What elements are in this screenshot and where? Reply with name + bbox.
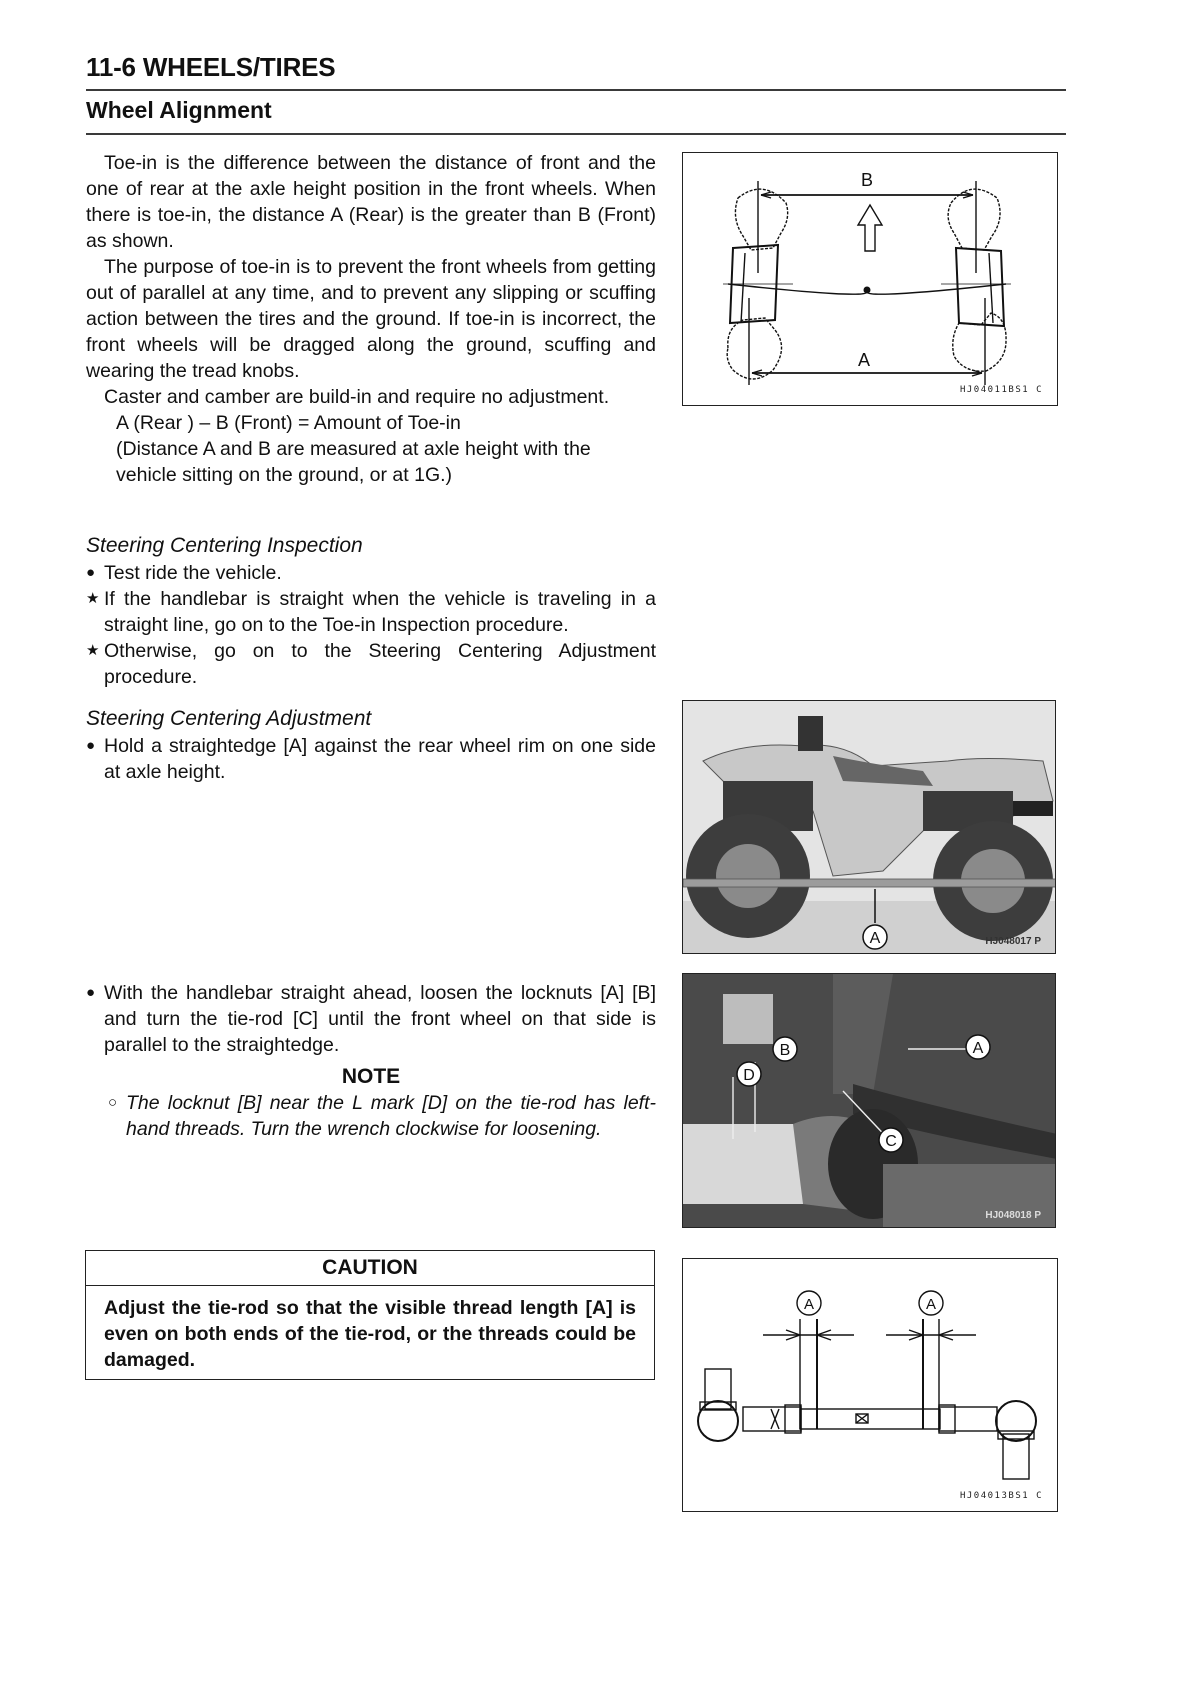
bullet-icon: ● xyxy=(86,984,96,1001)
label-a: A xyxy=(857,350,871,370)
svg-text:B: B xyxy=(779,1042,791,1059)
list-item: ★ Otherwise, go on to the Steering Centering Adjustment procedure. xyxy=(86,640,656,688)
list-item: ● Test ride the vehicle. xyxy=(86,562,282,584)
list-item: ● With the handlebar straight ahead, loosen the locknuts [A] [B] and turn the tie-rod [C] until the front wheel on that side is parallel to the straightedge. xyxy=(86,982,656,1056)
adjustment-title: Steering Centering Adjustment xyxy=(86,707,372,730)
locknut-photo xyxy=(682,973,1056,1228)
toe-in-illustration xyxy=(683,153,1058,406)
straightedge-photo xyxy=(682,700,1056,954)
right-wheel xyxy=(948,189,1006,371)
intro-paragraph: Toe-in is the difference between the distance of front and the one of rear at the axle height position in the front wheels. When there is toe-in, the distance A (Rear) is the greater than B (Front) as shown. xyxy=(86,152,656,252)
caution-heading: CAUTION xyxy=(86,1251,654,1286)
toe-in-formula: A (Rear ) – B (Front) = Amount of Toe-in xyxy=(116,412,461,434)
inspection-title: Steering Centering Inspection xyxy=(86,534,363,557)
note-heading: NOTE xyxy=(341,1065,401,1088)
figure-id: HJ048018 P xyxy=(985,1210,1041,1221)
label-b: B xyxy=(860,170,874,190)
svg-text:C: C xyxy=(885,1133,897,1150)
intro-paragraph: Caster and camber are build-in and require no adjustment. xyxy=(104,386,610,408)
tie-rod-photo-illustration xyxy=(683,974,1056,1228)
tie-rod-bar xyxy=(800,1409,940,1429)
svg-text:A: A xyxy=(803,1296,815,1313)
intro-text xyxy=(86,150,656,488)
list-item: ★ If the handlebar is straight when the vehicle is traveling in a straight line, go on to the Toe-in Inspection procedure. xyxy=(86,588,656,636)
section-title: Wheel Alignment xyxy=(86,97,272,123)
figure-id: HJ04011BS1 C xyxy=(959,385,1043,395)
caution-box xyxy=(85,1250,655,1380)
adjustment-step-2 xyxy=(86,980,656,1142)
note-item: ○ The locknut [B] near the L mark [D] on the tie-rod has left-hand threads. Turn the wrench clockwise for loosening. xyxy=(108,1092,656,1140)
page-header: 11-6 WHEELS/TIRES xyxy=(86,52,336,82)
svg-text:A: A xyxy=(869,930,881,947)
intro-paragraph: The purpose of toe-in is to prevent the front wheels from getting out of parallel at any time, and to prevent any slipping or scuffing action between the tires and the ground. If toe-in is incorrect, the front wheels will be dragged along the ground, scuffing and wearing the tread knobs. xyxy=(86,256,656,382)
tie-rod-illustration xyxy=(683,1259,1058,1512)
formula-note: (Distance A and B are measured at axle height with the vehicle sitting on the ground, or at 1G.) xyxy=(116,438,591,486)
bullet-icon: ● xyxy=(86,737,96,754)
adjustment-section xyxy=(86,705,656,785)
svg-text:A: A xyxy=(925,1296,937,1313)
figure-id: HJ048017 P xyxy=(985,936,1041,947)
inspection-section xyxy=(86,532,656,690)
circle-bullet-icon: ○ xyxy=(108,1094,118,1111)
bullet-icon: ● xyxy=(86,564,96,581)
star-icon: ★ xyxy=(86,590,100,607)
atv-photo-illustration xyxy=(683,701,1056,954)
toe-in-diagram xyxy=(682,152,1058,406)
tie-rod-diagram xyxy=(682,1258,1058,1512)
caution-text: Adjust the tie-rod so that the visible thread length [A] is even on both ends of the tie-rod, or the threads could be damaged. xyxy=(104,1297,636,1371)
svg-text:A: A xyxy=(972,1040,984,1057)
star-icon: ★ xyxy=(86,642,100,659)
svg-text:D: D xyxy=(743,1067,755,1084)
forward-arrow-icon xyxy=(858,205,882,251)
list-item: ● Hold a straightedge [A] against the rear wheel rim on one side at axle height. xyxy=(86,735,656,783)
axle-center-dot xyxy=(864,287,870,293)
straightedge xyxy=(683,879,1056,887)
figure-id: HJ04013BS1 C xyxy=(959,1491,1043,1501)
header-rule xyxy=(86,89,1066,91)
section-rule xyxy=(86,133,1066,135)
